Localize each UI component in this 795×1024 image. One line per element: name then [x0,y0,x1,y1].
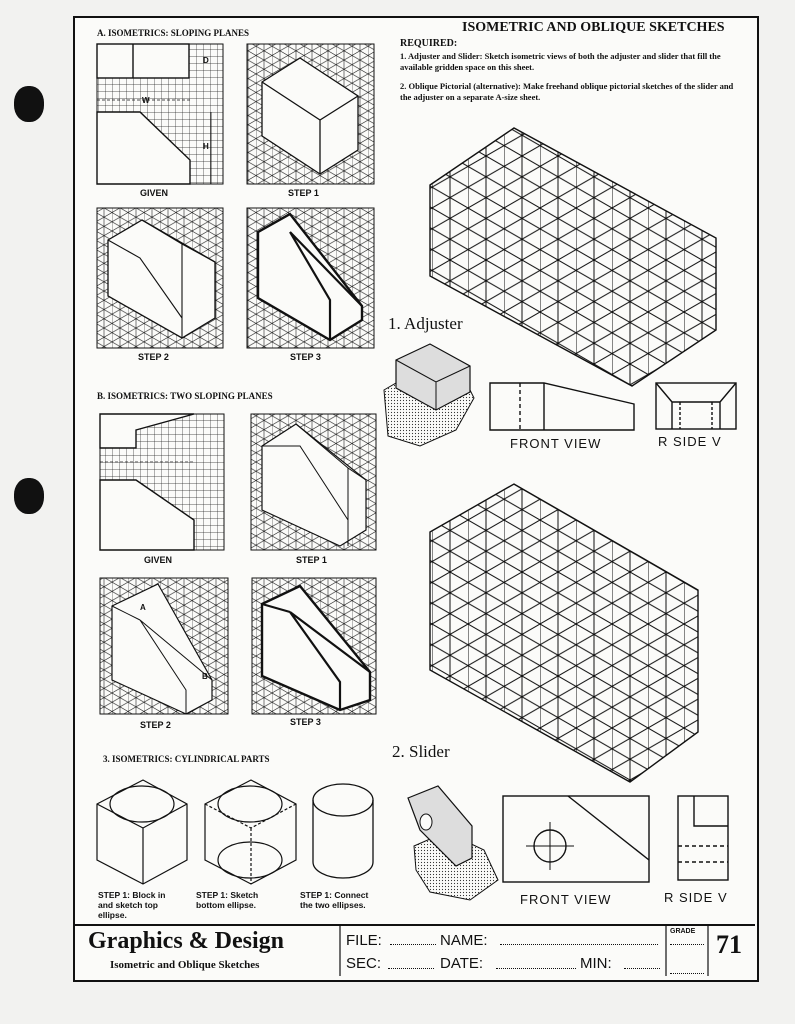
section-b-caption-step3: STEP 3 [290,717,321,727]
cylinder-step1-block [97,780,187,884]
dim-label-h: H [203,142,209,151]
slider-front-view-label: FRONT VIEW [520,892,612,907]
requirement-2: 2. Oblique Pictorial (alternative): Make freehand oblique pictorial sketches of the slider and the adjuster on a separate A-size sheet. [400,81,734,102]
sec-field-label[interactable]: SEC: [346,955,382,972]
grade-field[interactable] [670,944,704,974]
section-a-step2-grid [97,208,223,348]
section-a-title: A. ISOMETRICS: SLOPING PLANES [97,28,250,38]
adjuster-hand-illustration [384,344,474,446]
adjuster-iso-grid [430,128,720,388]
cylinder-step3-cylinder [313,784,373,878]
grade-label: GRADE [670,928,696,935]
point-label-a: A [140,603,146,612]
name-field-label[interactable]: NAME: [440,932,488,949]
adjuster-front-view [490,383,634,430]
name-field-line[interactable] [500,944,658,945]
min-field-line[interactable] [624,968,660,969]
section-c-title: 3. ISOMETRICS: CYLINDRICAL PARTS [103,754,270,764]
section-a-step1-grid [247,44,374,184]
point-label-b: B [202,672,208,681]
cylinder-step2-caption: STEP 1: Sketch bottom ellipse. [196,890,259,910]
sec-field-line[interactable] [388,968,434,969]
section-b-step3-grid [252,578,376,714]
cylinder-step2-block [205,780,296,884]
brand-subtitle: Isometric and Oblique Sketches [110,959,260,971]
section-b-caption-given: GIVEN [144,555,173,565]
section-a-caption-step2: STEP 2 [138,352,169,362]
slider-side-view [678,796,728,880]
brand-title: Graphics & Design [88,928,285,954]
dim-label-d: D [203,56,209,65]
sheet-number: 71 [716,930,742,959]
section-a-step3-grid [247,208,374,348]
required-label: REQUIRED: [400,38,458,49]
min-field-label[interactable]: MIN: [580,955,612,972]
slider-front-view [503,796,649,882]
slider-side-view-label: R SIDE V [664,890,728,905]
slider-label: 2. Slider [392,742,450,761]
section-b-step2-grid [100,578,228,714]
section-b-step1-grid [251,414,376,550]
adjuster-front-view-label: FRONT VIEW [510,436,602,451]
section-a-caption-given: GIVEN [140,188,169,198]
requirement-1: 1. Adjuster and Slider: Sketch isometric views of both the adjuster and slider that fill the available gridden space on this sheet. [400,51,721,72]
date-field-line[interactable] [496,968,576,969]
adjuster-side-view [656,383,736,429]
adjuster-label: 1. Adjuster [388,314,463,333]
section-b-title: B. ISOMETRICS: TWO SLOPING PLANES [97,391,273,401]
file-field-label[interactable]: FILE: [346,932,382,949]
worksheet-title: ISOMETRIC AND OBLIQUE SKETCHES [462,20,725,35]
dim-label-w: W [142,96,150,105]
slider-iso-grid [430,484,700,784]
adjuster-side-view-label: R SIDE V [658,434,722,449]
section-a-given-grid [97,44,223,184]
cylinder-step1-caption: STEP 1: Block in and sketch top ellipse. [98,890,166,920]
section-a-caption-step1: STEP 1 [288,188,319,198]
date-field-label[interactable]: DATE: [440,955,484,972]
slider-hand-illustration [408,786,498,900]
section-a-caption-step3: STEP 3 [290,352,321,362]
section-b-given-grid [100,414,224,550]
section-b-caption-step1: STEP 1 [296,555,327,565]
cylinder-step3-caption: STEP 1: Connect the two ellipses. [300,890,369,910]
file-field-line[interactable] [390,944,436,945]
section-b-caption-step2: STEP 2 [140,720,171,730]
